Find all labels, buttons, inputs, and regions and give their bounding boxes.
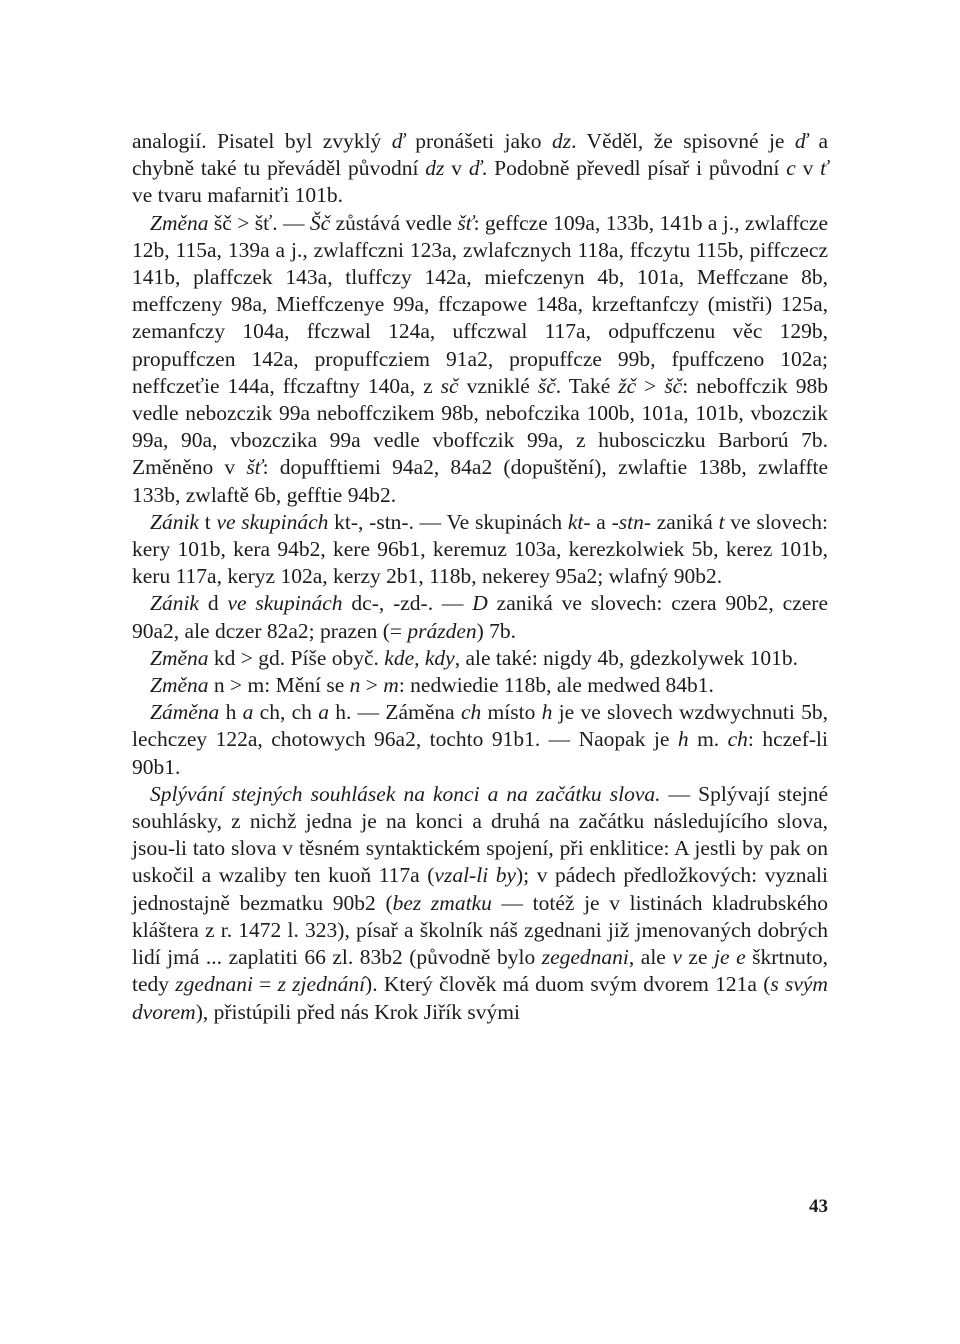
italic-run: šť <box>457 210 474 235</box>
paragraph-zamena-h-ch: Záměna h a ch, ch a h. — Záměna ch místo h je ve slovech wzdwychnuti 5b, lechczey 122a, chotowych 96a2, tochto 91b1. — Naopak je h m. ch: hczef-li 90b1. <box>132 700 828 779</box>
italic-run: prázden <box>407 618 477 643</box>
italic-run: t <box>718 509 725 534</box>
italic-run: h <box>541 700 553 725</box>
italic-run: ve skupinách <box>227 591 343 616</box>
italic-run: a <box>318 700 329 725</box>
page-number: 43 <box>809 1196 828 1217</box>
italic-run: Změna <box>150 673 209 698</box>
italic-run: bez zmatku <box>392 890 492 915</box>
italic-run: ch <box>460 700 482 725</box>
italic-run: ď <box>468 156 482 181</box>
paragraph-splyvani: Splývání stejných souhlásek na konci a na začátku slova. — Splývají stejné souhlásky, z nichž jedna je na konci a druhá na začátku následujícího slova, jsou-li tato slova v těsném syntaktickém spojení, při enklitice: A jestli by pak on uskočil a wzaliby ten kuoň 117a (vzal-li by); v pádech předložkových: vyznali jednostajně bezmatku 90b2 (bez zmatku — totéž je v listinách kladrubského kláštera z r. 1472 l. 323), písař a školník náš zgednani již jmenovaných dobrých lidí jmá ... zaplatiti 66 zl. 83b2 (původně bylo zegednani, ale v ze je e škrtnuto, tedy zgednani = z zjednání). Který člověk má duom svým dvorem 121a (s svým dvorem), přistúpili před nás Krok Jiřík svými <box>132 781 829 1024</box>
italic-run: kde, kdy <box>384 645 455 670</box>
paragraph-zanik-t: Zánik t ve skupinách kt-, -stn-. — Ve skupinách kt- a -stn- zaniká t ve slovech: kery 101b, kera 94b2, kere 96b1, keremuz 103a, kerezkolwiek 5b, kerez 101b, keru 117a, keryz 102a, kerzy 2b1, 118b, nekerey 95a2; wlafný 90b2. <box>132 509 828 589</box>
italic-run: žč <box>618 373 637 398</box>
paragraph-zmena-n-m: Změna n > m: Mění se n > m: nedwiedie 118b, ale medwed 84b1. <box>150 673 714 698</box>
italic-run: ch <box>727 727 748 752</box>
italic-run: v <box>672 945 682 970</box>
italic-run: ď <box>391 129 405 153</box>
italic-run: Zánik <box>150 509 199 534</box>
italic-run: ť <box>820 156 829 181</box>
italic-run: ve skupinách <box>216 509 329 534</box>
italic-run: e <box>736 945 746 970</box>
italic-run: -stn- <box>611 509 651 534</box>
italic-run: zgednani <box>175 972 253 997</box>
italic-run: s svým dvorem <box>132 972 828 1024</box>
italic-run: Zánik <box>150 591 199 616</box>
italic-run: c <box>786 156 796 181</box>
italic-run: h <box>677 727 689 752</box>
paragraph-zanik-d: Zánik d ve skupinách dc-, -zd-. — D zaniká ve slovech: czera 90b2, czere 90a2, ale dczer 82a2; prazen (= prázden) 7b. <box>132 591 828 643</box>
italic-run: Splývání stejných souhlásek na konci a na začátku slova. <box>150 781 661 806</box>
italic-run: vzal-li by <box>434 863 517 888</box>
italic-run: je <box>714 945 730 970</box>
italic-run: Změna <box>150 210 209 235</box>
italic-run: šč <box>537 373 556 398</box>
page-text <box>132 128 828 1026</box>
italic-run: kt- <box>567 509 591 534</box>
paragraph-zmena-sc-st: Změna šč > šť. — Šč zůstává vedle šť: geffcze 109a, 133b, 141b a j., zwlaffcze 12b, 115a, 139a a j., zwlaffczni 123a, zwlafcznych 118a, ffczytu 115b, piffczecz 141b, plaffczek 143a, tluffczy 142a, miefczenyn 4b, 101a, Meffczane 8b, meffczeny 98a, Mieffczenye 99a, ffczapowe 148a, krzeftanfczy (mistři) 125a, zemanfczy 104a, ffczwal 124a, uffczwal 117a, odpuffczenu věc 129b, propuffczen 142a, propuffcziem 91a2, propuffcze 99b, fpuffczeno 102a; neffczeťie 144a, ffczaftny 140a, z sč vzniklé šč. Také žč > šč: neboffczik 98b vedle nebozczik 99a neboffczikem 98b, nebofczika 100b, 101a, 101b, vbozczik 99a, 90a, vbozczika 99a vedle vboffczik 99a, z hubosciczku Barború 7b. Změněno v šť: dopufftiemi 94a2, 84a2 (dopuštění), zwlaftie 138b, zwlaffte 133b, zwlaftě 6b, gefftie 94b2. <box>132 210 828 507</box>
italic-run: Změna <box>150 645 209 670</box>
italic-run: sč <box>440 373 459 398</box>
italic-run: dz <box>552 129 572 153</box>
italic-run: šč <box>664 373 683 398</box>
italic-run: šť <box>246 455 263 480</box>
italic-run: Záměna <box>150 700 220 725</box>
paragraph-zmena-kd-gd: Změna kd > gd. Píše obyč. kde, kdy, ale také: nigdy 4b, gdezkolywek 101b. <box>150 645 799 670</box>
paragraph-analogie: analogií. Pisatel byl zvyklý ď pronášeti jako dz. Věděl, že spisovné je ď a chybně také tu převáděl původní dz v ď. Podobně převedl písař i původní c v ť ve tvaru mafarniťi 101b. <box>132 129 829 208</box>
italic-run: n <box>349 673 361 698</box>
italic-run: z zjednání <box>277 972 366 997</box>
italic-run: dz <box>425 156 445 181</box>
italic-run: m <box>383 673 399 698</box>
italic-run: Šč <box>309 210 331 235</box>
italic-run: ď <box>794 129 808 153</box>
italic-run: zegednani <box>541 945 629 970</box>
italic-run: D <box>472 591 488 616</box>
italic-run: a <box>242 700 254 725</box>
